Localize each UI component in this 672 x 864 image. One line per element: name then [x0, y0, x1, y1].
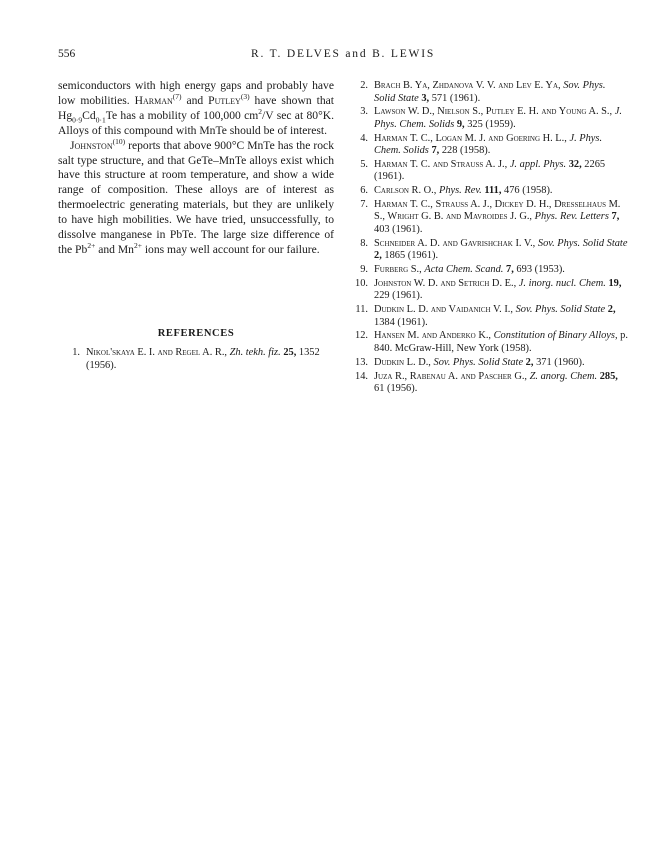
reference-list-left [58, 347, 334, 373]
author-johnston: Johnston [70, 138, 113, 152]
reference-item: 5. Harman T. C. and Strauss A. J., J. appl. Phys. 32, 2265 (1961). [360, 158, 606, 183]
reference-item: 9. Furberg S., Acta Chem. Scand. 7, 693 (1953). [360, 264, 565, 276]
reference-item: 8. Schneider A. D. and Gavrishchak I. V., Sov. Phys. Solid State 2, 1865 (1961). [360, 237, 628, 262]
reference-item: 14. Juza R., Rabenau A. and Pascher G., Z. anorg. Chem. 285, 61 (1956). [355, 370, 618, 395]
reference-item: 12. Hansen M. and Anderko K., Constitution of Binary Alloys, p. 840. McGraw-Hill, New York (1958). [355, 330, 628, 354]
reference-item: 11. Dudkin L. D. and Vaidanich V. I., Sov. Phys. Solid State 2, 1384 (1961). [355, 304, 616, 328]
citation-10: (10) [112, 136, 126, 146]
reference-item: 4. Harman T. C., Logan M. J. and Goering H. L., J. Phys. Chem. Solids 7, 228 (1958). [360, 132, 603, 157]
references-heading: REFERENCES [157, 328, 235, 339]
running-header [58, 48, 628, 64]
paragraph-2: Johnston$^{(10)}$ reports that above 900°C MnTe has the rock salt type structure, and that GeTe–MnTe alloys exist which have this structure at room temperature, and show a wide range of composition. These alloys are of interest as thermoelectric generating materials, but they are unlikely to have high mobilities. We have tried, unsuccessfully, to dissolve manganese in PbTe. The large size difference of the $Pb^{2+}$ and $Mn^{2+}$ ions may well account for our failure. [58, 136, 334, 256]
reference-item: 1. Nikol'skaya E. I. and Regel A. R., Zh. tekh. fiz. 25, 1352 (1956). [72, 347, 320, 371]
reference-item: 2. Brach B. Ya, Zhdanova V. V. and Lev E. Ya, Sov. Phys. Solid State 3, 571 (1961). [360, 80, 606, 104]
citation-7: (7) [172, 92, 182, 102]
running-authors: R. T. DELVES and B. LEWIS [250, 48, 436, 60]
reference-item: 3. Lawson W. D., Nielson S., Putley E. H. and Young A. S., J. Phys. Chem. Solids 9, 325 (1959). [360, 106, 622, 130]
reference-item: 10. Johnston W. D. and Setrich D. E., J. inorg. nucl. Chem. 19, 229 (1961). [355, 277, 622, 302]
citation-3: (3) [240, 92, 250, 102]
author-putley: Putley [208, 93, 241, 107]
body-text [58, 79, 334, 258]
author-harman: Harman [134, 93, 173, 107]
paragraph-1: semiconductors with high energy gaps and probably have low mobilities. Harman$^{(7)}$ and Putley$^{(3)}$ have shown that $Hg_{0\cdot 9}Cd_{0\cdot 1}Te$ has a mobility of 100,000 $cm^2/V$ sec at 80°K. Alloys of this compound with MnTe should be of interest. [58, 79, 334, 137]
reference-item: 6. Carlson R. O., Phys. Rev. 111, 476 (1958). [360, 185, 553, 197]
reference-item: 7. Harman T. C., Strauss A. J., Dickey D. H., Dresselhaus M. S., Wright G. B. and Mavroides J. G., Phys. Rev. Letters 7, 403 (1961). [360, 198, 621, 235]
page-number: 556 [58, 48, 76, 60]
reference-list-right [346, 80, 628, 397]
reference-item: 13. Dudkin L. D., Sov. Phys. Solid State 2, 371 (1960). [355, 356, 585, 368]
